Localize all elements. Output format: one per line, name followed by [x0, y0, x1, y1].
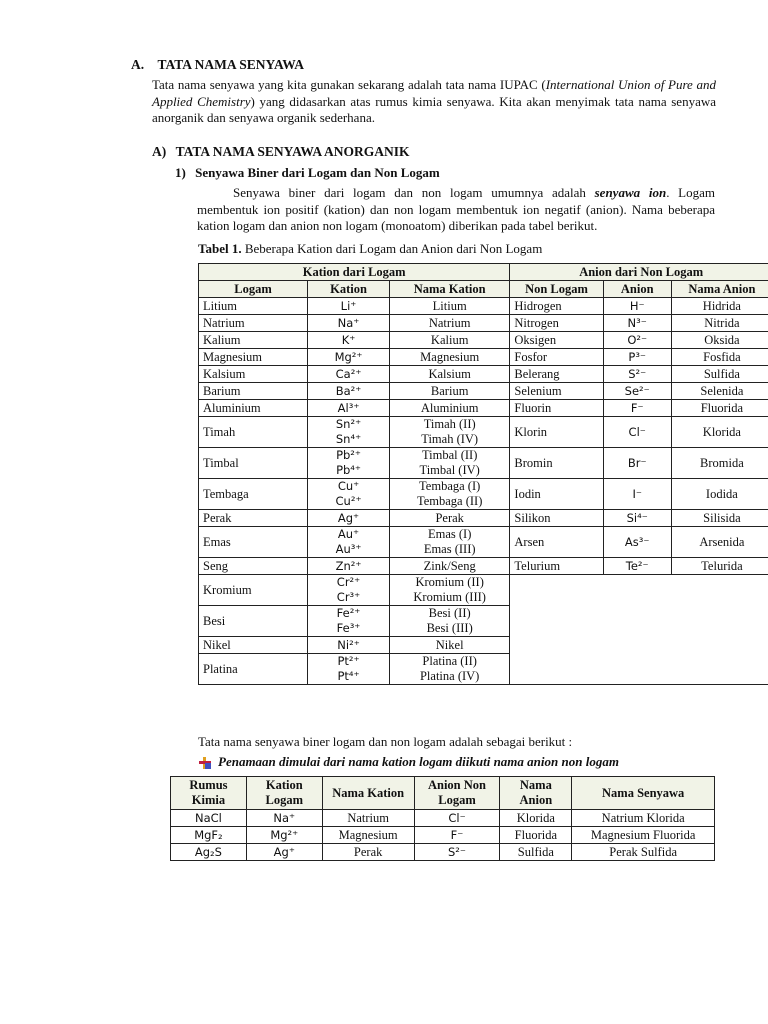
- kation-name: Besi (III): [426, 621, 473, 635]
- kation-formula: Au³⁺: [335, 542, 362, 556]
- cell-anion: H⁻: [603, 298, 671, 315]
- cell-anion: Se²⁻: [603, 383, 671, 400]
- kation-name: Timbal (II): [421, 448, 478, 462]
- table-cell: Perak Sulfida: [572, 844, 715, 861]
- table1-caption-label: Tabel 1.: [198, 241, 242, 256]
- cell-nama-anion: Nitrida: [671, 315, 768, 332]
- senyawa-biner-paragraph: [197, 185, 715, 235]
- cell-nama-anion: Iodida: [671, 479, 768, 510]
- heading-senyawa-biner-text: Senyawa Biner dari Logam dan Non Logam: [195, 165, 440, 180]
- table-row: [199, 349, 768, 366]
- cell-kation: [308, 510, 390, 527]
- intro-text-italic: International Union of Pure and Applied Chemistry: [152, 77, 716, 109]
- table-row: [199, 417, 768, 448]
- cell-nama-anion: Bromida: [671, 448, 768, 479]
- para2-end: . Logam membentuk ion positif (kation) dan non logam membentuk ion negatif (anion). Nama beberapa kation logam dan anion non logam (monoatom) diberikan pada tabel berikut.: [197, 185, 715, 233]
- cell-nama-kation: [389, 606, 509, 637]
- table-row: [199, 479, 768, 510]
- kation-name: Zink/Seng: [423, 558, 476, 573]
- cell-nama-anion: Oksida: [671, 332, 768, 349]
- cell-logam: Magnesium: [199, 349, 308, 366]
- cell-logam: Perak: [199, 510, 308, 527]
- cell-kation: [308, 315, 390, 332]
- cell-nama-kation: [389, 527, 509, 558]
- table-cell: Magnesium Fluorida: [572, 827, 715, 844]
- kation-formula: Mg²⁺: [334, 349, 363, 364]
- table-row: [199, 298, 768, 315]
- col-header-logam: Logam: [199, 281, 308, 298]
- table-cell: Cl⁻: [414, 810, 500, 827]
- table-row: [171, 810, 715, 827]
- cell-nama-kation: [389, 366, 509, 383]
- naming-rule-text: Penamaan dimulai dari nama kation logam diikuti nama anion non logam: [218, 754, 619, 769]
- cell-logam: Kalium: [199, 332, 308, 349]
- table-cell: Sulfida: [500, 844, 572, 861]
- cell-nama-anion: Telurida: [671, 558, 768, 575]
- kation-formula: Na⁺: [337, 315, 360, 330]
- kation-name: Tembaga (II): [416, 494, 483, 508]
- cell-kation: [308, 654, 390, 685]
- cell-kation: [308, 400, 390, 417]
- cell-non-logam: Bromin: [510, 448, 603, 479]
- cell-kation: [308, 558, 390, 575]
- kation-formula: Fe²⁺: [336, 606, 361, 620]
- kation-formula: Pb²⁺: [336, 448, 361, 462]
- cell-non-logam: Oksigen: [510, 332, 603, 349]
- cell-logam: Kalsium: [199, 366, 308, 383]
- table-row: [199, 527, 768, 558]
- cell-non-logam: Selenium: [510, 383, 603, 400]
- cell-logam: Tembaga: [199, 479, 308, 510]
- cell-kation: [308, 637, 390, 654]
- table1-caption-text: Beberapa Kation dari Logam dan Anion dari Non Logam: [241, 241, 543, 256]
- intro-text-start: Tata nama senyawa yang kita gunakan sekarang adalah tata nama IUPAC (: [152, 77, 546, 92]
- kation-name: Platina (II): [422, 654, 477, 668]
- table-row: [199, 315, 768, 332]
- table-row: [199, 510, 768, 527]
- table-cell: Mg²⁺: [246, 827, 322, 844]
- kation-formula: Pt²⁺: [337, 654, 360, 668]
- kation-formula: Ba²⁺: [335, 383, 362, 398]
- cell-nama-anion: Silisida: [671, 510, 768, 527]
- cell-logam: Besi: [199, 606, 308, 637]
- cell-anion: N³⁻: [603, 315, 671, 332]
- cell-nama-kation: [389, 637, 509, 654]
- kation-name: Timah (II): [423, 417, 476, 431]
- table-row: [199, 400, 768, 417]
- cell-nama-anion: Fosfida: [671, 349, 768, 366]
- kation-name: Kalsium: [428, 366, 471, 381]
- kation-formula: Li⁺: [340, 298, 357, 313]
- naming-rule-bullet: [198, 754, 619, 770]
- cell-non-logam: Silikon: [510, 510, 603, 527]
- cell-anion: O²⁻: [603, 332, 671, 349]
- cell-nama-anion: Sulfida: [671, 366, 768, 383]
- kation-name: Litium: [432, 298, 467, 313]
- col-header: Nama Senyawa: [572, 777, 715, 810]
- cell-nama-kation: [389, 400, 509, 417]
- col-header-non-logam: Non Logam: [510, 281, 603, 298]
- naming-example-body: [171, 810, 715, 861]
- kation-formula: Sn²⁺: [335, 417, 362, 431]
- col-header-nama-anion: Nama Anion: [671, 281, 768, 298]
- kation-formula: Zn²⁺: [335, 558, 362, 573]
- table-row: [199, 383, 768, 400]
- kation-formula: Au⁺: [337, 527, 360, 541]
- cell-non-logam: Belerang: [510, 366, 603, 383]
- cell-nama-anion: Hidrida: [671, 298, 768, 315]
- table-cell: Klorida: [500, 810, 572, 827]
- heading-senyawa-biner: [175, 165, 440, 181]
- cell-nama-kation: [389, 349, 509, 366]
- cell-nama-anion: Fluorida: [671, 400, 768, 417]
- kation-name: Emas (I): [427, 527, 472, 541]
- cell-logam: Seng: [199, 558, 308, 575]
- kation-formula: Al³⁺: [337, 400, 360, 415]
- table-cell: S²⁻: [414, 844, 500, 861]
- kation-name: Emas (III): [423, 542, 476, 556]
- cell-anion: Te²⁻: [603, 558, 671, 575]
- cell-kation: [308, 479, 390, 510]
- table1-caption: [198, 241, 542, 257]
- cell-kation: [308, 366, 390, 383]
- table-row: [199, 366, 768, 383]
- cell-nama-kation: [389, 479, 509, 510]
- cell-logam: Emas: [199, 527, 308, 558]
- table-row: [199, 575, 768, 606]
- kation-name: Perak: [435, 510, 464, 525]
- heading-anorganik-number: A): [152, 144, 167, 159]
- heading-anorganik-text: TATA NAMA SENYAWA ANORGANIK: [175, 144, 410, 159]
- cell-kation: [308, 448, 390, 479]
- kation-formula: Cr²⁺: [336, 575, 361, 589]
- table-cell: Na⁺: [246, 810, 322, 827]
- col-header: Kation Logam: [246, 777, 322, 810]
- intro-paragraph: [152, 77, 716, 127]
- kation-name: Aluminium: [420, 400, 479, 415]
- cell-logam: Barium: [199, 383, 308, 400]
- kation-name: Kromium (III): [413, 590, 486, 604]
- kation-name: Magnesium: [420, 349, 480, 364]
- table-cell: Magnesium: [322, 827, 414, 844]
- cell-logam: Litium: [199, 298, 308, 315]
- intro-text-end: ) yang didasarkan atas rumus kimia senyawa. Kita akan menyimak tata nama senyawa anorganik dan senyawa organik sederhana.: [152, 93, 716, 125]
- cell-nama-anion: Selenida: [671, 383, 768, 400]
- kation-name: Tembaga (I): [419, 479, 481, 493]
- kation-name: Timbal (IV): [419, 463, 480, 477]
- table-cell: Natrium: [322, 810, 414, 827]
- col-header: Nama Kation: [322, 777, 414, 810]
- cell-anion: Si⁴⁻: [603, 510, 671, 527]
- heading-senyawa-biner-number: 1): [175, 165, 186, 180]
- cell-kation: [308, 332, 390, 349]
- table-cell: F⁻: [414, 827, 500, 844]
- kation-name: Nikel: [435, 637, 464, 652]
- col-header: Anion Non Logam: [414, 777, 500, 810]
- cell-kation: [308, 527, 390, 558]
- cell-empty: [510, 575, 768, 685]
- col-header: Rumus Kimia: [171, 777, 247, 810]
- cell-kation: [308, 575, 390, 606]
- kation-name: Kalium: [430, 332, 469, 347]
- cell-anion: I⁻: [603, 479, 671, 510]
- para2-start: Senyawa biner dari logam dan non logam umumnya adalah: [233, 185, 595, 200]
- cell-nama-kation: [389, 383, 509, 400]
- kation-anion-table-body: [199, 298, 768, 685]
- cell-logam: Timah: [199, 417, 308, 448]
- cell-nama-kation: [389, 315, 509, 332]
- cell-logam: Kromium: [199, 575, 308, 606]
- cell-anion: P³⁻: [603, 349, 671, 366]
- cell-logam: Platina: [199, 654, 308, 685]
- kation-formula: Sn⁴⁺: [335, 432, 362, 446]
- kation-name: Timah (IV): [421, 432, 479, 446]
- table-row: [171, 827, 715, 844]
- table-row: [199, 558, 768, 575]
- cell-non-logam: Hidrogen: [510, 298, 603, 315]
- cell-non-logam: Fluorin: [510, 400, 603, 417]
- col-header-nama-kation: Nama Kation: [389, 281, 509, 298]
- cell-nama-anion: Klorida: [671, 417, 768, 448]
- heading-text: TATA NAMA SENYAWA: [157, 57, 305, 72]
- col-header-anion: Anion: [603, 281, 671, 298]
- cell-anion: S²⁻: [603, 366, 671, 383]
- kation-formula: Pt⁴⁺: [337, 669, 360, 683]
- cell-nama-anion: Arsenida: [671, 527, 768, 558]
- cell-anion: Cl⁻: [603, 417, 671, 448]
- table-row: [171, 844, 715, 861]
- cell-nama-kation: [389, 575, 509, 606]
- cell-nama-kation: [389, 510, 509, 527]
- cell-kation: [308, 349, 390, 366]
- rule-intro-text: Tata nama senyawa biner logam dan non logam adalah sebagai berikut :: [198, 734, 573, 749]
- table-cell: Perak: [322, 844, 414, 861]
- table-cell: Fluorida: [500, 827, 572, 844]
- cell-kation: [308, 606, 390, 637]
- table-cell: Ag⁺: [246, 844, 322, 861]
- cell-nama-kation: [389, 298, 509, 315]
- cell-anion: Br⁻: [603, 448, 671, 479]
- kation-formula: Ca²⁺: [335, 366, 362, 381]
- table-row: [199, 448, 768, 479]
- cell-non-logam: Telurium: [510, 558, 603, 575]
- cell-non-logam: Nitrogen: [510, 315, 603, 332]
- kation-formula: Cu⁺: [337, 479, 360, 493]
- kation-formula: K⁺: [341, 332, 356, 347]
- table-cell: Natrium Klorida: [572, 810, 715, 827]
- group-header-anion: Anion dari Non Logam: [510, 264, 768, 281]
- naming-example-table: [170, 776, 715, 861]
- kation-name: Natrium: [428, 315, 471, 330]
- table-row: [199, 332, 768, 349]
- cell-non-logam: Arsen: [510, 527, 603, 558]
- cell-logam: Aluminium: [199, 400, 308, 417]
- cell-nama-kation: [389, 654, 509, 685]
- group-header-kation: Kation dari Logam: [199, 264, 510, 281]
- table-cell: NaCl: [171, 810, 247, 827]
- cell-kation: [308, 383, 390, 400]
- kation-name: Barium: [430, 383, 469, 398]
- kation-formula: Ag⁺: [337, 510, 360, 525]
- heading-anorganik: [152, 144, 410, 160]
- cell-nama-kation: [389, 558, 509, 575]
- bullet-icon: [198, 756, 212, 770]
- cell-kation: [308, 298, 390, 315]
- col-header-kation: Kation: [308, 281, 390, 298]
- cell-logam: Natrium: [199, 315, 308, 332]
- cell-nama-kation: [389, 417, 509, 448]
- cell-non-logam: Iodin: [510, 479, 603, 510]
- kation-formula: Ni²⁺: [337, 637, 360, 652]
- kation-formula: Fe³⁺: [336, 621, 361, 635]
- cell-logam: Timbal: [199, 448, 308, 479]
- table-cell: Ag₂S: [171, 844, 247, 861]
- col-header: Nama Anion: [500, 777, 572, 810]
- kation-formula: Pb⁴⁺: [336, 463, 361, 477]
- naming-example-header-row: [171, 777, 715, 810]
- kation-anion-table: [198, 263, 768, 685]
- cell-anion: As³⁻: [603, 527, 671, 558]
- para2-emphasis: senyawa ion: [594, 185, 667, 200]
- kation-formula: Cu²⁺: [335, 494, 362, 508]
- cell-nama-kation: [389, 332, 509, 349]
- cell-non-logam: Klorin: [510, 417, 603, 448]
- cell-nama-kation: [389, 448, 509, 479]
- table-cell: MgF₂: [171, 827, 247, 844]
- kation-formula: Cr³⁺: [336, 590, 361, 604]
- heading-tata-nama-senyawa: [131, 57, 304, 73]
- kation-name: Platina (IV): [419, 669, 480, 683]
- kation-name: Kromium (II): [415, 575, 484, 589]
- cell-logam: Nikel: [199, 637, 308, 654]
- kation-name: Besi (II): [428, 606, 471, 620]
- heading-number: A.: [131, 57, 145, 72]
- cell-anion: F⁻: [603, 400, 671, 417]
- cell-kation: [308, 417, 390, 448]
- cell-non-logam: Fosfor: [510, 349, 603, 366]
